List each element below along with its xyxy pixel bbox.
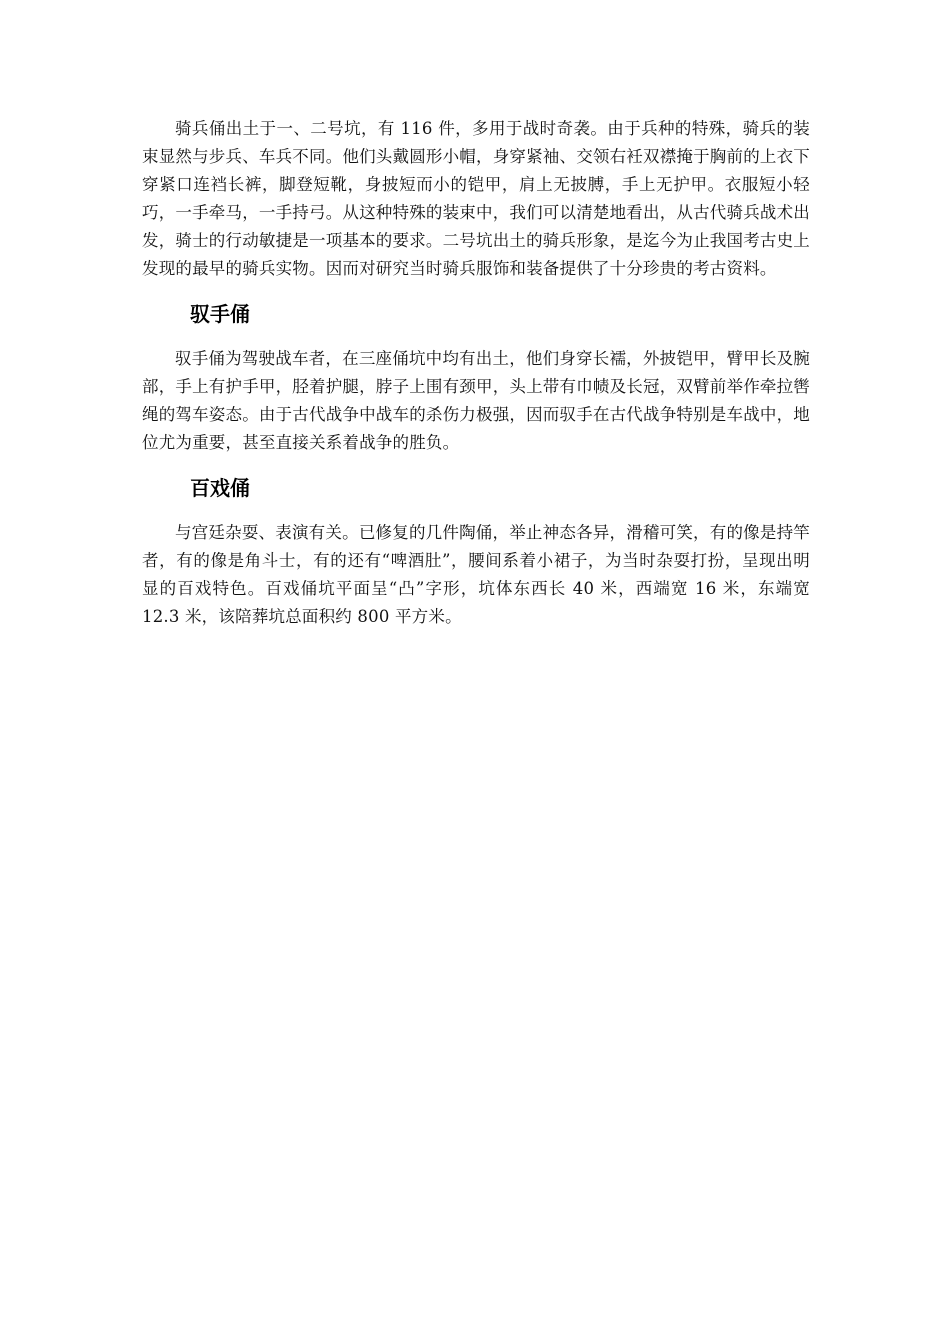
paragraph-acrobat: 与宫廷杂耍、表演有关。已修复的几件陶俑，举止神态各异，滑稽可笑，有的像是持竿者，有的像是角斗士，有的还有“啤酒肚”，腰间系着小裙子，为当时杂耍打扮，呈现出明显的百戏特色。百戏俑坑平面呈“凸”字形，坑体东西长 40 米，西端宽 16 米，东端宽 12.3 米，该陪葬坑总面积约 800 平方米。 <box>142 523 810 626</box>
paragraph-charioteer: 驭手俑为驾驶战车者，在三座俑坑中均有出土，他们身穿长襦，外披铠甲，臂甲长及腕部，手上有护手甲，胫着护腿，脖子上围有颈甲，头上带有巾帻及长冠，双臂前举作牵拉辔绳的驾车姿态。由于古代战争中战车的杀伤力极强，因而驭手在古代战争特别是车战中，地位尤为重要，甚至直接关系着战争的胜负。 <box>142 349 810 452</box>
document-body <box>142 115 810 631</box>
paragraph-cavalry: 骑兵俑出土于一、二号坑，有 116 件，多用于战时奇袭。由于兵种的特殊，骑兵的装束显然与步兵、车兵不同。他们头戴圆形小帽，身穿紧袖、交领右衽双襟掩于胸前的上衣下穿紧口连裆长裤，脚登短靴，身披短而小的铠甲，肩上无披膊，手上无护甲。衣服短小轻巧，一手牵马，一手持弓。从这种特殊的装束中，我们可以清楚地看出，从古代骑兵战术出发，骑士的行动敏捷是一项基本的要求。二号坑出土的骑兵形象，是迄今为止我国考古史上发现的最早的骑兵实物。因而对研究当时骑兵服饰和装备提供了十分珍贵的考古资料。 <box>142 119 810 278</box>
heading-charioteer: 驭手俑 <box>190 302 250 326</box>
heading-acrobat: 百戏俑 <box>190 476 250 500</box>
